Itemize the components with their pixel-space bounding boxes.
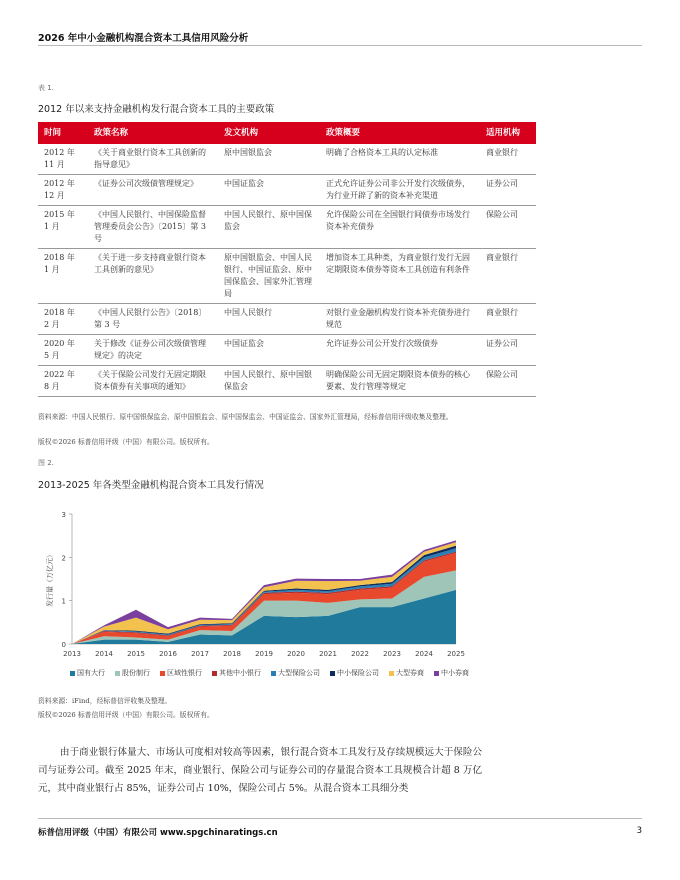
legend-entry: [70, 668, 105, 678]
cell-policy-name: 关于修改《证券公司次级债管理规定》的决定: [88, 335, 218, 366]
x-tick-label: 2020: [287, 650, 305, 658]
legend-label: 股份制行: [122, 669, 150, 677]
legend-label: 大型券商: [396, 669, 424, 677]
legend-swatch: [271, 671, 276, 676]
x-tick-label: 2025: [447, 650, 465, 658]
legend-swatch: [434, 671, 439, 676]
x-tick-label: 2022: [351, 650, 369, 658]
legend-swatch: [160, 671, 165, 676]
table-row: [38, 206, 536, 249]
x-tick-label: 2019: [255, 650, 273, 658]
cell-policy-name: 《中国人民银行公告》〔2018〕第 3 号: [88, 304, 218, 335]
cell-issuer: 中国证监会: [218, 175, 320, 206]
cell-summary: 明确了合格资本工具的认定标准: [320, 144, 480, 175]
cell-applicable: 保险公司: [480, 366, 536, 397]
table-source-note: 资料来源：中国人民银行、原中国银保监会、原中国银监会、原中国保监会、中国证监会、国家外汇管理局，经标普信用评级收集及整理。: [38, 413, 453, 421]
cell-time: 2018 年 1 月: [38, 249, 88, 304]
table-title: 2012 年以来支持金融机构发行混合资本工具的主要政策: [38, 104, 275, 115]
table-row: [38, 175, 536, 206]
footer-company: 标普信用评级（中国）有限公司 www.spgchinaratings.cn: [38, 828, 278, 838]
cell-time: 2012 年 12 月: [38, 175, 88, 206]
cell-issuer: 中国人民银行: [218, 304, 320, 335]
x-tick-label: 2017: [191, 650, 209, 658]
x-tick-label: 2016: [159, 650, 177, 658]
cell-time: 2012 年 11 月: [38, 144, 88, 175]
header-divider: [38, 45, 642, 46]
cell-summary: 允许保险公司在全国银行间债券市场发行资本补充债券: [320, 206, 480, 249]
legend-entry: [271, 668, 320, 678]
cell-summary: 允许证券公司公开发行次级债券: [320, 335, 480, 366]
table-row: [38, 366, 536, 397]
cell-issuer: 中国人民银行、原中国银保监会: [218, 366, 320, 397]
y-axis-label: 发行量（万亿元）: [46, 551, 54, 607]
chart-legend: [70, 668, 630, 678]
cell-applicable: 证券公司: [480, 335, 536, 366]
x-tick-label: 2023: [383, 650, 401, 658]
cell-summary: 增加资本工具种类，为商业银行发行无固定期限资本债券等资本工具创造有利条件: [320, 249, 480, 304]
legend-swatch: [389, 671, 394, 676]
chart-copyright: 版权©2026 标普信用评级（中国）有限公司。版权所有。: [38, 711, 214, 719]
x-tick-label: 2015: [127, 650, 145, 658]
legend-entry: [160, 668, 202, 678]
cell-policy-name: 《中国人民银行、中国保险监督管理委员会公告》〔2015〕第 3 号: [88, 206, 218, 249]
y-tick-label: 3: [61, 511, 66, 519]
policy-table: [38, 122, 536, 397]
legend-entry: [389, 668, 424, 678]
y-tick-label: 0: [61, 641, 66, 649]
cell-issuer: 中国证监会: [218, 335, 320, 366]
cell-policy-name: 《关于保险公司发行无固定期限资本债券有关事项的通知》: [88, 366, 218, 397]
legend-swatch: [212, 671, 217, 676]
legend-label: 其他中小银行: [219, 669, 261, 677]
legend-label: 中小保险公司: [337, 669, 379, 677]
cell-summary: 正式允许证券公司非公开发行次级债券，为行业开辟了新的资本补充渠道: [320, 175, 480, 206]
cell-applicable: 保险公司: [480, 206, 536, 249]
table-row: [38, 249, 536, 304]
footer-divider: [38, 818, 642, 819]
chart-title: 2013-2025 年各类型金融机构混合资本工具发行情况: [38, 480, 264, 491]
cell-time: 2020 年 5 月: [38, 335, 88, 366]
legend-label: 国有大行: [77, 669, 105, 677]
col-header-applicable: 适用机构: [480, 122, 536, 144]
chart-label: 图 2.: [38, 459, 54, 467]
body-paragraph: 由于商业银行体量大、市场认可度相对较高等因素，银行混合资本工具发行及存续规模远大于保险公司与证券公司。截至 2025 年末，商业银行、保险公司与证券公司的存量混合资本工具规模合计超 8 万亿元，其中商业银行占 85%，证券公司占 10%，保险公司占 5%。从混合资本工具细分类: [38, 747, 482, 794]
cell-policy-name: 《关于进一步支持商业银行资本工具创新的意见》: [88, 249, 218, 304]
cell-issuer: 原中国银监会、中国人民银行、中国证监会、原中国保监会、国家外汇管理局: [218, 249, 320, 304]
cell-issuer: 中国人民银行、原中国保监会: [218, 206, 320, 249]
legend-label: 中小券商: [441, 669, 469, 677]
cell-policy-name: 《证券公司次级债管理规定》: [88, 175, 218, 206]
table-header-row: [38, 122, 536, 144]
cell-summary: 对银行业金融机构发行资本补充债券进行规范: [320, 304, 480, 335]
cell-time: 2018 年 2 月: [38, 304, 88, 335]
legend-swatch: [330, 671, 335, 676]
cell-applicable: 证券公司: [480, 175, 536, 206]
col-header-issuer: 发文机构: [218, 122, 320, 144]
legend-swatch: [115, 671, 120, 676]
cell-time: 2022 年 8 月: [38, 366, 88, 397]
legend-label: 大型保险公司: [278, 669, 320, 677]
y-tick-label: 2: [61, 554, 66, 563]
cell-time: 2015 年 1 月: [38, 206, 88, 249]
col-header-time: 时间: [38, 122, 88, 144]
table-row: [38, 304, 536, 335]
x-tick-label: 2018: [223, 650, 241, 658]
legend-label: 区域性银行: [167, 669, 202, 677]
col-header-summary: 政策概要: [320, 122, 480, 144]
cell-policy-name: 《关于商业银行资本工具创新的指导意见》: [88, 144, 218, 175]
x-tick-label: 2013: [63, 650, 81, 658]
x-tick-label: 2024: [415, 650, 433, 658]
col-header-policy-name: 政策名称: [88, 122, 218, 144]
x-tick-label: 2021: [319, 650, 337, 658]
cell-summary: 明确保险公司无固定期限资本债券的核心要素、发行管理等规定: [320, 366, 480, 397]
chart-source-note: 资料来源：iFind，经标普信评收集及整理。: [38, 697, 172, 705]
issuance-area-chart: [38, 500, 478, 662]
cell-applicable: 商业银行: [480, 144, 536, 175]
y-tick-label: 1: [61, 597, 66, 606]
cell-issuer: 原中国银监会: [218, 144, 320, 175]
legend-entry: [212, 668, 261, 678]
legend-entry: [434, 668, 469, 678]
table-row: [38, 335, 536, 366]
x-tick-label: 2014: [95, 650, 113, 658]
legend-swatch: [70, 671, 75, 676]
cell-applicable: 商业银行: [480, 304, 536, 335]
legend-entry: [330, 668, 379, 678]
table-row: [38, 144, 536, 175]
cell-applicable: 商业银行: [480, 249, 536, 304]
table-label: 表 1.: [38, 84, 54, 92]
table-copyright: 版权©2026 标普信用评级（中国）有限公司。版权所有。: [38, 438, 214, 446]
document-header-title: 2026 年中小金融机构混合资本工具信用风险分析: [38, 33, 249, 44]
legend-entry: [115, 668, 150, 678]
page-number: 3: [636, 826, 642, 836]
